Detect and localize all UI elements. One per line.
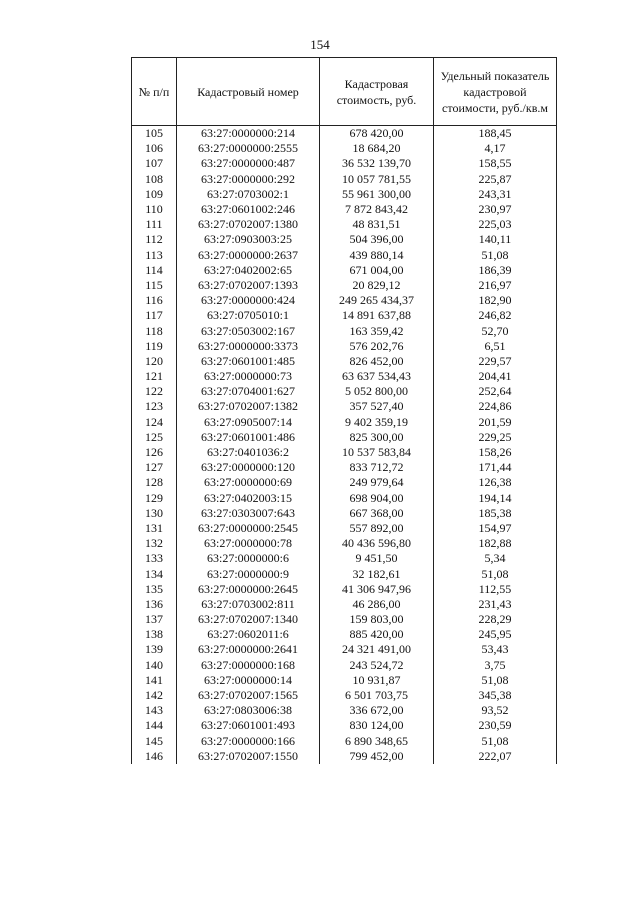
header-cadastral-number: Кадастровый номер [177, 58, 320, 126]
cadastral-number-cell: 63:27:0000000:2545 [177, 521, 320, 536]
specific-value-cell: 224,86 [434, 399, 557, 414]
table-row [132, 566, 557, 581]
table-row [132, 718, 557, 733]
cadastral-value-cell: 159 803,00 [320, 612, 434, 627]
row-number-cell: 136 [132, 597, 177, 612]
cadastral-value-cell: 830 124,00 [320, 718, 434, 733]
cadastral-value-cell: 249 265 434,37 [320, 293, 434, 308]
cadastral-number-cell: 63:27:0000000:166 [177, 734, 320, 749]
table-row [132, 369, 557, 384]
specific-value-cell: 246,82 [434, 308, 557, 323]
row-number-cell: 138 [132, 627, 177, 642]
table-body [132, 126, 557, 764]
specific-value-cell: 245,95 [434, 627, 557, 642]
table-row [132, 536, 557, 551]
row-number-cell: 114 [132, 263, 177, 278]
specific-value-cell: 231,43 [434, 597, 557, 612]
table-row [132, 232, 557, 247]
cadastral-number-cell: 63:27:0702007:1393 [177, 278, 320, 293]
specific-value-cell: 185,38 [434, 506, 557, 521]
row-number-cell: 132 [132, 536, 177, 551]
table-row [132, 627, 557, 642]
specific-value-cell: 225,87 [434, 172, 557, 187]
row-number-cell: 128 [132, 475, 177, 490]
cadastral-value-cell: 5 052 800,00 [320, 384, 434, 399]
cadastral-number-cell: 63:27:0803006:38 [177, 703, 320, 718]
cadastral-value-cell: 7 872 843,42 [320, 202, 434, 217]
row-number-cell: 141 [132, 673, 177, 688]
table-row [132, 278, 557, 293]
cadastral-number-cell: 63:27:0702007:1550 [177, 749, 320, 764]
row-number-cell: 113 [132, 248, 177, 263]
table-row [132, 658, 557, 673]
row-number-cell: 107 [132, 156, 177, 171]
cadastral-value-cell: 163 359,42 [320, 323, 434, 338]
cadastral-value-cell: 10 057 781,55 [320, 172, 434, 187]
row-number-cell: 142 [132, 688, 177, 703]
specific-value-cell: 51,08 [434, 566, 557, 581]
specific-value-cell: 126,38 [434, 475, 557, 490]
cadastral-value-cell: 46 286,00 [320, 597, 434, 612]
specific-value-cell: 229,57 [434, 354, 557, 369]
cadastral-number-cell: 63:27:0000000:2637 [177, 248, 320, 263]
specific-value-cell: 93,52 [434, 703, 557, 718]
row-number-cell: 127 [132, 460, 177, 475]
cadastral-value-cell: 243 524,72 [320, 658, 434, 673]
cadastral-number-cell: 63:27:0000000:73 [177, 369, 320, 384]
cadastral-number-cell: 63:27:0000000:214 [177, 126, 320, 142]
specific-value-cell: 230,97 [434, 202, 557, 217]
table-row [132, 642, 557, 657]
header-row-number: № п/п [132, 58, 177, 126]
cadastral-number-cell: 63:27:0000000:292 [177, 172, 320, 187]
cadastral-number-cell: 63:27:0702007:1565 [177, 688, 320, 703]
cadastral-value-cell: 671 004,00 [320, 263, 434, 278]
cadastral-number-cell: 63:27:0903003:25 [177, 232, 320, 247]
cadastral-number-cell: 63:27:0000000:487 [177, 156, 320, 171]
cadastral-number-cell: 63:27:0601002:246 [177, 202, 320, 217]
cadastral-number-cell: 63:27:0000000:120 [177, 460, 320, 475]
specific-value-cell: 51,08 [434, 734, 557, 749]
specific-value-cell: 228,29 [434, 612, 557, 627]
table-row [132, 673, 557, 688]
cadastral-number-cell: 63:27:0703002:1 [177, 187, 320, 202]
row-number-cell: 130 [132, 506, 177, 521]
table-row [132, 582, 557, 597]
cadastral-value-cell: 799 452,00 [320, 749, 434, 764]
specific-value-cell: 243,31 [434, 187, 557, 202]
row-number-cell: 125 [132, 430, 177, 445]
cadastral-value-cell: 14 891 637,88 [320, 308, 434, 323]
cadastral-value-cell: 826 452,00 [320, 354, 434, 369]
row-number-cell: 119 [132, 339, 177, 354]
header-row [132, 58, 557, 126]
row-number-cell: 133 [132, 551, 177, 566]
specific-value-cell: 182,90 [434, 293, 557, 308]
table-row [132, 734, 557, 749]
row-number-cell: 137 [132, 612, 177, 627]
cadastral-number-cell: 63:27:0601001:486 [177, 430, 320, 445]
cadastral-number-cell: 63:27:0000000:2555 [177, 141, 320, 156]
row-number-cell: 105 [132, 126, 177, 142]
header-cadastral-value: Кадастровая стоимость, руб. [320, 58, 434, 126]
cadastral-number-cell: 63:27:0702007:1340 [177, 612, 320, 627]
row-number-cell: 140 [132, 658, 177, 673]
table-row [132, 597, 557, 612]
cadastral-value-cell: 48 831,51 [320, 217, 434, 232]
row-number-cell: 111 [132, 217, 177, 232]
row-number-cell: 135 [132, 582, 177, 597]
row-number-cell: 126 [132, 445, 177, 460]
table-row [132, 323, 557, 338]
table-row [132, 688, 557, 703]
specific-value-cell: 204,41 [434, 369, 557, 384]
table-row [132, 217, 557, 232]
table-row [132, 141, 557, 156]
row-number-cell: 139 [132, 642, 177, 657]
cadastral-value-cell: 885 420,00 [320, 627, 434, 642]
cadastral-number-cell: 63:27:0000000:168 [177, 658, 320, 673]
row-number-cell: 108 [132, 172, 177, 187]
table-row [132, 399, 557, 414]
table-row [132, 248, 557, 263]
specific-value-cell: 52,70 [434, 323, 557, 338]
specific-value-cell: 158,55 [434, 156, 557, 171]
table-row [132, 506, 557, 521]
cadastral-number-cell: 63:27:0704001:627 [177, 384, 320, 399]
row-number-cell: 116 [132, 293, 177, 308]
cadastral-value-cell: 18 684,20 [320, 141, 434, 156]
cadastral-number-cell: 63:27:0000000:9 [177, 566, 320, 581]
cadastral-value-cell: 6 890 348,65 [320, 734, 434, 749]
table-row [132, 430, 557, 445]
row-number-cell: 143 [132, 703, 177, 718]
cadastral-value-cell: 698 904,00 [320, 491, 434, 506]
cadastral-value-cell: 20 829,12 [320, 278, 434, 293]
row-number-cell: 109 [132, 187, 177, 202]
cadastral-number-cell: 63:27:0000000:78 [177, 536, 320, 551]
cadastral-number-cell: 63:27:0000000:2645 [177, 582, 320, 597]
table-row [132, 551, 557, 566]
cadastral-table [131, 57, 557, 764]
row-number-cell: 134 [132, 566, 177, 581]
row-number-cell: 123 [132, 399, 177, 414]
cadastral-value-cell: 36 532 139,70 [320, 156, 434, 171]
table-row [132, 703, 557, 718]
cadastral-number-cell: 63:27:0702007:1380 [177, 217, 320, 232]
cadastral-number-cell: 63:27:0303007:643 [177, 506, 320, 521]
cadastral-value-cell: 504 396,00 [320, 232, 434, 247]
table-row [132, 126, 557, 142]
specific-value-cell: 222,07 [434, 749, 557, 764]
row-number-cell: 115 [132, 278, 177, 293]
specific-value-cell: 154,97 [434, 521, 557, 536]
cadastral-value-cell: 40 436 596,80 [320, 536, 434, 551]
cadastral-value-cell: 32 182,61 [320, 566, 434, 581]
table-header [132, 58, 557, 126]
cadastral-number-cell: 63:27:0402003:15 [177, 491, 320, 506]
cadastral-value-cell: 439 880,14 [320, 248, 434, 263]
table-row [132, 460, 557, 475]
cadastral-number-cell: 63:27:0000000:3373 [177, 339, 320, 354]
cadastral-value-cell: 6 501 703,75 [320, 688, 434, 703]
table-row [132, 475, 557, 490]
table-row [132, 521, 557, 536]
specific-value-cell: 158,26 [434, 445, 557, 460]
row-number-cell: 146 [132, 749, 177, 764]
row-number-cell: 106 [132, 141, 177, 156]
cadastral-value-cell: 10 931,87 [320, 673, 434, 688]
specific-value-cell: 345,38 [434, 688, 557, 703]
cadastral-number-cell: 63:27:0401036:2 [177, 445, 320, 460]
header-specific-value: Удельный показатель кадастровой стоимости, руб./кв.м [434, 58, 557, 126]
table-row [132, 172, 557, 187]
cadastral-number-cell: 63:27:0000000:14 [177, 673, 320, 688]
specific-value-cell: 140,11 [434, 232, 557, 247]
cadastral-number-cell: 63:27:0905007:14 [177, 415, 320, 430]
row-number-cell: 122 [132, 384, 177, 399]
specific-value-cell: 5,34 [434, 551, 557, 566]
cadastral-number-cell: 63:27:0702007:1382 [177, 399, 320, 414]
row-number-cell: 121 [132, 369, 177, 384]
specific-value-cell: 6,51 [434, 339, 557, 354]
row-number-cell: 129 [132, 491, 177, 506]
specific-value-cell: 252,64 [434, 384, 557, 399]
row-number-cell: 145 [132, 734, 177, 749]
cadastral-value-cell: 63 637 534,43 [320, 369, 434, 384]
specific-value-cell: 112,55 [434, 582, 557, 597]
specific-value-cell: 225,03 [434, 217, 557, 232]
table-row [132, 156, 557, 171]
table-row [132, 263, 557, 278]
cadastral-value-cell: 41 306 947,96 [320, 582, 434, 597]
row-number-cell: 112 [132, 232, 177, 247]
cadastral-value-cell: 9 451,50 [320, 551, 434, 566]
table-row [132, 749, 557, 764]
specific-value-cell: 188,45 [434, 126, 557, 142]
table-row [132, 354, 557, 369]
table-row [132, 384, 557, 399]
table-row [132, 339, 557, 354]
cadastral-value-cell: 336 672,00 [320, 703, 434, 718]
cadastral-value-cell: 10 537 583,84 [320, 445, 434, 460]
page-number: 154 [310, 37, 330, 52]
cadastral-number-cell: 63:27:0705010:1 [177, 308, 320, 323]
cadastral-number-cell: 63:27:0602011:6 [177, 627, 320, 642]
specific-value-cell: 186,39 [434, 263, 557, 278]
cadastral-value-cell: 576 202,76 [320, 339, 434, 354]
row-number-cell: 120 [132, 354, 177, 369]
specific-value-cell: 53,43 [434, 642, 557, 657]
specific-value-cell: 171,44 [434, 460, 557, 475]
table-row [132, 491, 557, 506]
row-number-cell: 110 [132, 202, 177, 217]
row-number-cell: 131 [132, 521, 177, 536]
cadastral-value-cell: 55 961 300,00 [320, 187, 434, 202]
table-row [132, 308, 557, 323]
specific-value-cell: 182,88 [434, 536, 557, 551]
cadastral-number-cell: 63:27:0000000:424 [177, 293, 320, 308]
cadastral-value-cell: 249 979,64 [320, 475, 434, 490]
specific-value-cell: 201,59 [434, 415, 557, 430]
cadastral-number-cell: 63:27:0503002:167 [177, 323, 320, 338]
table-row [132, 293, 557, 308]
table-row [132, 612, 557, 627]
cadastral-value-cell: 9 402 359,19 [320, 415, 434, 430]
specific-value-cell: 230,59 [434, 718, 557, 733]
cadastral-number-cell: 63:27:0402002:65 [177, 263, 320, 278]
specific-value-cell: 3,75 [434, 658, 557, 673]
table-row [132, 445, 557, 460]
cadastral-value-cell: 825 300,00 [320, 430, 434, 445]
cadastral-number-cell: 63:27:0601001:493 [177, 718, 320, 733]
cadastral-value-cell: 678 420,00 [320, 126, 434, 142]
table-row [132, 415, 557, 430]
cadastral-value-cell: 557 892,00 [320, 521, 434, 536]
cadastral-value-cell: 24 321 491,00 [320, 642, 434, 657]
row-number-cell: 144 [132, 718, 177, 733]
cadastral-number-cell: 63:27:0000000:6 [177, 551, 320, 566]
row-number-cell: 124 [132, 415, 177, 430]
row-number-cell: 118 [132, 323, 177, 338]
cadastral-value-cell: 667 368,00 [320, 506, 434, 521]
cadastral-value-cell: 357 527,40 [320, 399, 434, 414]
cadastral-number-cell: 63:27:0601001:485 [177, 354, 320, 369]
cadastral-number-cell: 63:27:0703002:811 [177, 597, 320, 612]
specific-value-cell: 216,97 [434, 278, 557, 293]
specific-value-cell: 51,08 [434, 673, 557, 688]
specific-value-cell: 229,25 [434, 430, 557, 445]
table-row [132, 187, 557, 202]
row-number-cell: 117 [132, 308, 177, 323]
cadastral-number-cell: 63:27:0000000:2641 [177, 642, 320, 657]
cadastral-number-cell: 63:27:0000000:69 [177, 475, 320, 490]
specific-value-cell: 51,08 [434, 248, 557, 263]
table-row [132, 202, 557, 217]
specific-value-cell: 4,17 [434, 141, 557, 156]
specific-value-cell: 194,14 [434, 491, 557, 506]
cadastral-value-cell: 833 712,72 [320, 460, 434, 475]
